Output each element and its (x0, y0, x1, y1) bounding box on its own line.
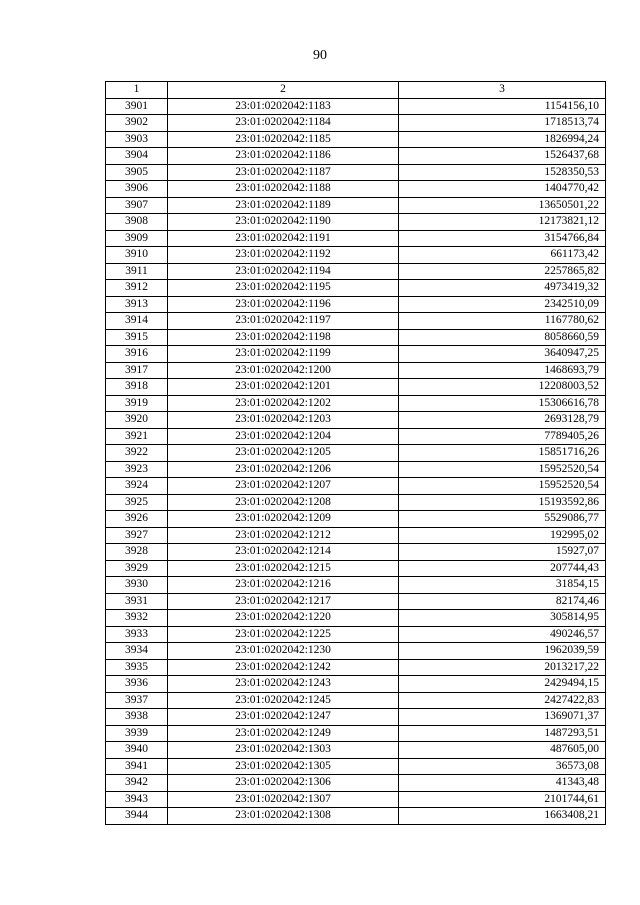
table-row (106, 494, 606, 511)
value-cell: 1369071,37 (399, 709, 606, 726)
value-cell: 487605,00 (399, 742, 606, 759)
row-number-cell: 3905 (106, 164, 168, 181)
table-row (106, 263, 606, 280)
table-row (106, 379, 606, 396)
row-number-cell: 3919 (106, 395, 168, 412)
column-header-3: 3 (399, 82, 606, 99)
row-number-cell: 3918 (106, 379, 168, 396)
value-cell: 192995,02 (399, 527, 606, 544)
value-cell: 4973419,32 (399, 280, 606, 297)
table-row (106, 329, 606, 346)
cadastral-number-cell: 23:01:0202042:1186 (168, 148, 399, 165)
table-row (106, 593, 606, 610)
table-row (106, 230, 606, 247)
table-row (106, 164, 606, 181)
row-number-cell: 3906 (106, 181, 168, 198)
cadastral-number-cell: 23:01:0202042:1195 (168, 280, 399, 297)
row-number-cell: 3910 (106, 247, 168, 264)
row-number-cell: 3924 (106, 478, 168, 495)
table-row (106, 692, 606, 709)
value-cell: 207744,43 (399, 560, 606, 577)
row-number-cell: 3913 (106, 296, 168, 313)
cadastral-number-cell: 23:01:0202042:1208 (168, 494, 399, 511)
row-number-cell: 3917 (106, 362, 168, 379)
row-number-cell: 3929 (106, 560, 168, 577)
table-header-row (106, 82, 606, 99)
table-row (106, 742, 606, 759)
cadastral-number-cell: 23:01:0202042:1306 (168, 775, 399, 792)
cadastral-number-cell: 23:01:0202042:1203 (168, 412, 399, 429)
row-number-cell: 3921 (106, 428, 168, 445)
value-cell: 305814,95 (399, 610, 606, 627)
cadastral-number-cell: 23:01:0202042:1183 (168, 98, 399, 115)
row-number-cell: 3943 (106, 791, 168, 808)
cadastral-number-cell: 23:01:0202042:1197 (168, 313, 399, 330)
table-row (106, 610, 606, 627)
table-row (106, 659, 606, 676)
value-cell: 2693128,79 (399, 412, 606, 429)
cadastral-number-cell: 23:01:0202042:1185 (168, 131, 399, 148)
row-number-cell: 3932 (106, 610, 168, 627)
table-row (106, 676, 606, 693)
cadastral-number-cell: 23:01:0202042:1187 (168, 164, 399, 181)
row-number-cell: 3903 (106, 131, 168, 148)
row-number-cell: 3937 (106, 692, 168, 709)
cadastral-number-cell: 23:01:0202042:1305 (168, 758, 399, 775)
cadastral-number-cell: 23:01:0202042:1202 (168, 395, 399, 412)
table-row (106, 181, 606, 198)
cadastral-number-cell: 23:01:0202042:1207 (168, 478, 399, 495)
table-row (106, 577, 606, 594)
value-cell: 2429494,15 (399, 676, 606, 693)
cadastral-number-cell: 23:01:0202042:1307 (168, 791, 399, 808)
table-row (106, 346, 606, 363)
cadastral-number-cell: 23:01:0202042:1194 (168, 263, 399, 280)
value-cell: 1468693,79 (399, 362, 606, 379)
row-number-cell: 3912 (106, 280, 168, 297)
value-cell: 1826994,24 (399, 131, 606, 148)
table-row (106, 725, 606, 742)
cadastral-number-cell: 23:01:0202042:1215 (168, 560, 399, 577)
table-row (106, 758, 606, 775)
row-number-cell: 3904 (106, 148, 168, 165)
value-cell: 1404770,42 (399, 181, 606, 198)
row-number-cell: 3901 (106, 98, 168, 115)
table-row (106, 131, 606, 148)
table-row (106, 280, 606, 297)
value-cell: 1663408,21 (399, 808, 606, 825)
row-number-cell: 3931 (106, 593, 168, 610)
table-body (106, 98, 606, 824)
cadastral-number-cell: 23:01:0202042:1199 (168, 346, 399, 363)
table-row (106, 478, 606, 495)
cadastral-number-cell: 23:01:0202042:1189 (168, 197, 399, 214)
table-row (106, 428, 606, 445)
row-number-cell: 3934 (106, 643, 168, 660)
row-number-cell: 3941 (106, 758, 168, 775)
row-number-cell: 3907 (106, 197, 168, 214)
value-cell: 41343,48 (399, 775, 606, 792)
cadastral-number-cell: 23:01:0202042:1308 (168, 808, 399, 825)
cadastral-number-cell: 23:01:0202042:1243 (168, 676, 399, 693)
table-row (106, 313, 606, 330)
row-number-cell: 3922 (106, 445, 168, 462)
value-cell: 3154766,84 (399, 230, 606, 247)
value-cell: 1487293,51 (399, 725, 606, 742)
value-cell: 3640947,25 (399, 346, 606, 363)
table-row (106, 115, 606, 132)
cadastral-number-cell: 23:01:0202042:1200 (168, 362, 399, 379)
value-cell: 2342510,09 (399, 296, 606, 313)
table-row (106, 544, 606, 561)
value-cell: 12208003,52 (399, 379, 606, 396)
value-cell: 490246,57 (399, 626, 606, 643)
row-number-cell: 3926 (106, 511, 168, 528)
row-number-cell: 3915 (106, 329, 168, 346)
value-cell: 2013217,22 (399, 659, 606, 676)
table-row (106, 395, 606, 412)
row-number-cell: 3930 (106, 577, 168, 594)
column-header-2: 2 (168, 82, 399, 99)
column-header-1: 1 (106, 82, 168, 99)
value-cell: 15851716,26 (399, 445, 606, 462)
table-row (106, 775, 606, 792)
row-number-cell: 3927 (106, 527, 168, 544)
row-number-cell: 3939 (106, 725, 168, 742)
row-number-cell: 3902 (106, 115, 168, 132)
table-row (106, 98, 606, 115)
cadastral-number-cell: 23:01:0202042:1303 (168, 742, 399, 759)
cadastral-number-cell: 23:01:0202042:1249 (168, 725, 399, 742)
cadastral-number-cell: 23:01:0202042:1245 (168, 692, 399, 709)
cadastral-number-cell: 23:01:0202042:1204 (168, 428, 399, 445)
row-number-cell: 3938 (106, 709, 168, 726)
table-row (106, 197, 606, 214)
cadastral-number-cell: 23:01:0202042:1184 (168, 115, 399, 132)
table-row (106, 626, 606, 643)
row-number-cell: 3940 (106, 742, 168, 759)
value-cell: 1528350,53 (399, 164, 606, 181)
page-number: 90 (313, 48, 327, 63)
row-number-cell: 3944 (106, 808, 168, 825)
row-number-cell: 3908 (106, 214, 168, 231)
table-row (106, 445, 606, 462)
cadastral-number-cell: 23:01:0202042:1247 (168, 709, 399, 726)
table-row (106, 527, 606, 544)
cadastral-number-cell: 23:01:0202042:1192 (168, 247, 399, 264)
value-cell: 15952520,54 (399, 478, 606, 495)
value-cell: 2101744,61 (399, 791, 606, 808)
cadastral-number-cell: 23:01:0202042:1198 (168, 329, 399, 346)
row-number-cell: 3920 (106, 412, 168, 429)
cadastral-number-cell: 23:01:0202042:1225 (168, 626, 399, 643)
table-row (106, 148, 606, 165)
cadastral-number-cell: 23:01:0202042:1191 (168, 230, 399, 247)
row-number-cell: 3935 (106, 659, 168, 676)
row-number-cell: 3928 (106, 544, 168, 561)
value-cell: 1167780,62 (399, 313, 606, 330)
cadastral-number-cell: 23:01:0202042:1196 (168, 296, 399, 313)
value-cell: 7789405,26 (399, 428, 606, 445)
table-row (106, 709, 606, 726)
table-row (106, 560, 606, 577)
table-row (106, 791, 606, 808)
value-cell: 12173821,12 (399, 214, 606, 231)
cadastral-number-cell: 23:01:0202042:1220 (168, 610, 399, 627)
value-cell: 1718513,74 (399, 115, 606, 132)
value-cell: 2427422,83 (399, 692, 606, 709)
value-cell: 82174,46 (399, 593, 606, 610)
row-number-cell: 3936 (106, 676, 168, 693)
cadastral-number-cell: 23:01:0202042:1242 (168, 659, 399, 676)
cadastral-number-cell: 23:01:0202042:1230 (168, 643, 399, 660)
value-cell: 36573,08 (399, 758, 606, 775)
cadastral-number-cell: 23:01:0202042:1205 (168, 445, 399, 462)
value-cell: 661173,42 (399, 247, 606, 264)
value-cell: 15193592,86 (399, 494, 606, 511)
value-cell: 15927,07 (399, 544, 606, 561)
data-table (105, 81, 606, 825)
table-row (106, 511, 606, 528)
table-row (106, 412, 606, 429)
cadastral-number-cell: 23:01:0202042:1201 (168, 379, 399, 396)
value-cell: 2257865,82 (399, 263, 606, 280)
value-cell: 15952520,54 (399, 461, 606, 478)
table-row (106, 362, 606, 379)
cadastral-number-cell: 23:01:0202042:1190 (168, 214, 399, 231)
cadastral-number-cell: 23:01:0202042:1216 (168, 577, 399, 594)
row-number-cell: 3942 (106, 775, 168, 792)
value-cell: 1962039,59 (399, 643, 606, 660)
cadastral-number-cell: 23:01:0202042:1209 (168, 511, 399, 528)
cadastral-number-cell: 23:01:0202042:1188 (168, 181, 399, 198)
row-number-cell: 3933 (106, 626, 168, 643)
row-number-cell: 3911 (106, 263, 168, 280)
value-cell: 5529086,77 (399, 511, 606, 528)
table-row (106, 296, 606, 313)
value-cell: 13650501,22 (399, 197, 606, 214)
value-cell: 1526437,68 (399, 148, 606, 165)
value-cell: 15306616,78 (399, 395, 606, 412)
value-cell: 1154156,10 (399, 98, 606, 115)
row-number-cell: 3916 (106, 346, 168, 363)
table-row (106, 643, 606, 660)
cadastral-number-cell: 23:01:0202042:1217 (168, 593, 399, 610)
row-number-cell: 3909 (106, 230, 168, 247)
cadastral-number-cell: 23:01:0202042:1214 (168, 544, 399, 561)
table-row (106, 247, 606, 264)
row-number-cell: 3925 (106, 494, 168, 511)
table-row (106, 461, 606, 478)
value-cell: 8058660,59 (399, 329, 606, 346)
table-row (106, 808, 606, 825)
table-row (106, 214, 606, 231)
value-cell: 31854,15 (399, 577, 606, 594)
cadastral-number-cell: 23:01:0202042:1206 (168, 461, 399, 478)
cadastral-number-cell: 23:01:0202042:1212 (168, 527, 399, 544)
row-number-cell: 3914 (106, 313, 168, 330)
row-number-cell: 3923 (106, 461, 168, 478)
